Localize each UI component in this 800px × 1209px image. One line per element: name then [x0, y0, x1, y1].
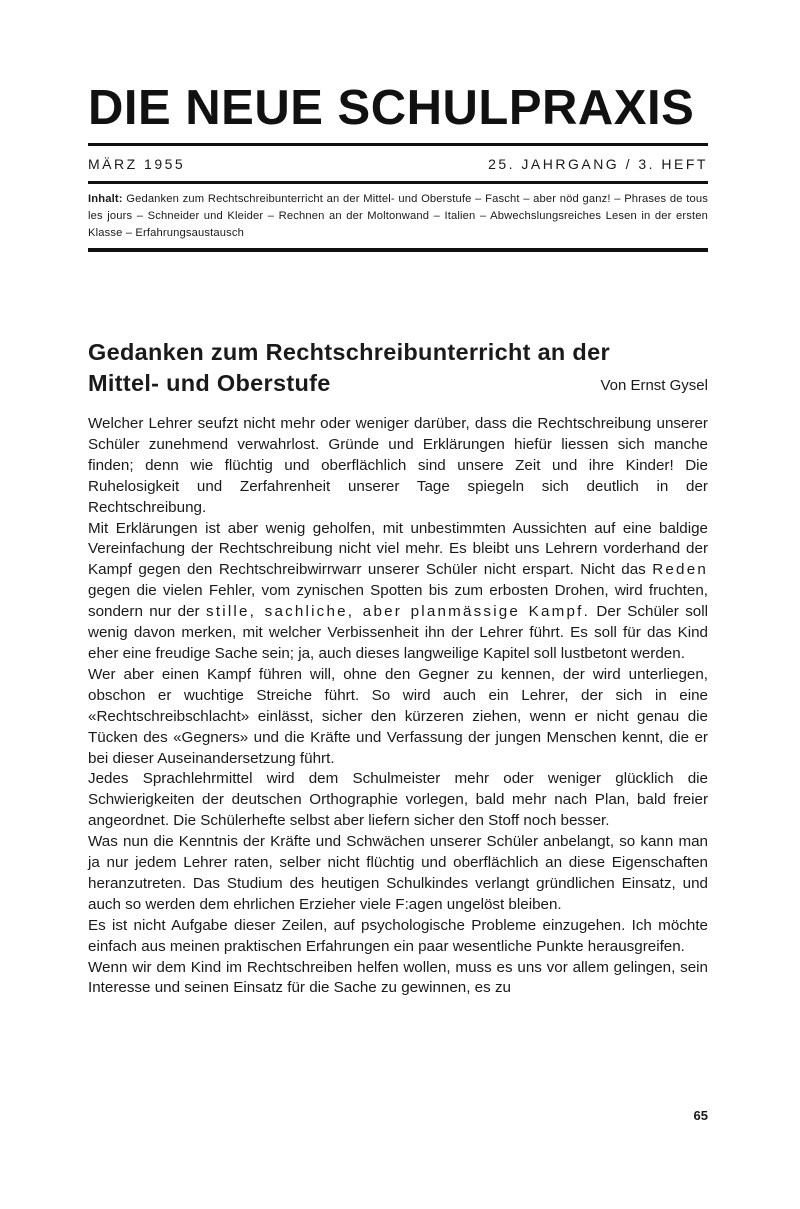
paragraph: Jedes Sprachlehrmittel wird dem Schulmeister mehr oder weniger glücklich die Schwierigkeiten der deutschen Orthographie vorlegen, bald mehr nach Plan, bald freier angeordnet. Die Schülerhefte selbst aber liefern sicher den Stoff noch besser. — [88, 770, 708, 830]
toc-label: Inhalt: — [88, 193, 123, 205]
article-byline: Von Ernst Gysel — [600, 377, 708, 394]
toc-rule — [88, 248, 708, 252]
issue-rule — [88, 181, 708, 184]
paragraph: Wenn wir dem Kind im Rechtschreiben helfen wollen, muss es uns vor allem gelingen, sein Interesse und seinen Einsatz für die Sache zu gewinnen, es zu — [88, 958, 708, 997]
masthead-rule — [88, 143, 708, 146]
article-body — [88, 414, 708, 999]
paragraph: Wer aber einen Kampf führen will, ohne den Gegner zu kennen, der wird unterliegen, obschon er wuchtige Streiche führt. So wird auch ein Lehrer, der sich in eine «Rechtschreibschlacht» einlässt, sicher den kürzeren ziehen, wenn er nicht genau die Tücken des «Gegners» und die Kräfte und Verfassung der jungen Menschen kennt, die er bei dieser Auseinandersetzung führt. — [88, 665, 708, 767]
issue-date: MÄRZ 1955 — [88, 156, 186, 172]
journal-title: DIE NEUE SCHULPRAXIS — [88, 81, 695, 135]
volume-issue: 25. JAHRGANG / 3. HEFT — [488, 156, 708, 172]
table-of-contents — [88, 191, 708, 242]
paragraph: Was nun die Kenntnis der Kräfte und Schwächen unserer Schüler anbelangt, so kann man ja nur jedem Lehrer raten, selber nicht flüchtig und oberflächlich an diese Eigenschaften heranzutreten. Das Studium des heutigen Schulkindes verlangt gründlichen Einsatz, und auch so werden dem ehrlichen Erzieher viele F:agen ungelöst bleiben. — [88, 833, 708, 913]
paragraph: Welcher Lehrer seufzt nicht mehr oder weniger darüber, dass die Rechtschreibung unserer Schüler zunehmend verwahrlost. Gründe und Erklärungen hiefür liessen sich manche finden; denn wie flüchtig und oberflächlich sind unsere Zeit und ihre Kinder! Die Ruhelosigkeit und Zerfahrenheit unserer Tage spiegeln sich deutlich in der Rechtschreibung. — [88, 415, 708, 516]
spaced-emphasis: stille, sachliche, aber planmässige Kampf. — [206, 603, 590, 621]
toc-entries: Gedanken zum Rechtschreibunterricht an der Mittel- und Oberstufe – Fascht – aber nöd ganz! – Phrases de tous les jours – Schneider und Kleider – Rechnen an der Moltonwand – Italien – Abwechslungsreiches Lesen in der ersten Klasse – Erfahrungsaustausch — [88, 193, 708, 239]
paragraph: Mit Erklärungen ist aber wenig geholfen, mit unbestimmten Aussichten auf eine baldige Vereinfachung der Rechtschreibung nicht viel mehr. Es bleibt uns Lehrern vorderhand der Kampf gegen den Rechtschreibwirrwarr unserer Schüler nicht erspart. Nicht das Reden gegen die vielen Fehler, vom zynischen Spotten bis zum erbosten Drohen, wird fruchten, sondern nur der stille, sachliche, aber planmässige Kampf. Der Schüler soll wenig davon merken, mit welcher Verbissenheit ihn der Lehrer führt. Es soll für das Kind eher eine freudige Sache sein; ja, auch dieses langweilige Kapitel soll lustbetont werden. — [88, 519, 708, 662]
article-title-line-2: Mittel- und Oberstufe — [88, 370, 331, 396]
article-title-line-1: Gedanken zum Rechtschreibunterricht an der — [88, 339, 610, 365]
page-number: 65 — [693, 1108, 708, 1123]
paragraph: Es ist nicht Aufgabe dieser Zeilen, auf psychologische Probleme einzugehen. Ich möchte einfach aus meinen praktischen Erfahrungen ein paar wesentliche Punkte herausgreifen. — [88, 916, 708, 955]
spaced-emphasis: Reden — [652, 561, 708, 579]
